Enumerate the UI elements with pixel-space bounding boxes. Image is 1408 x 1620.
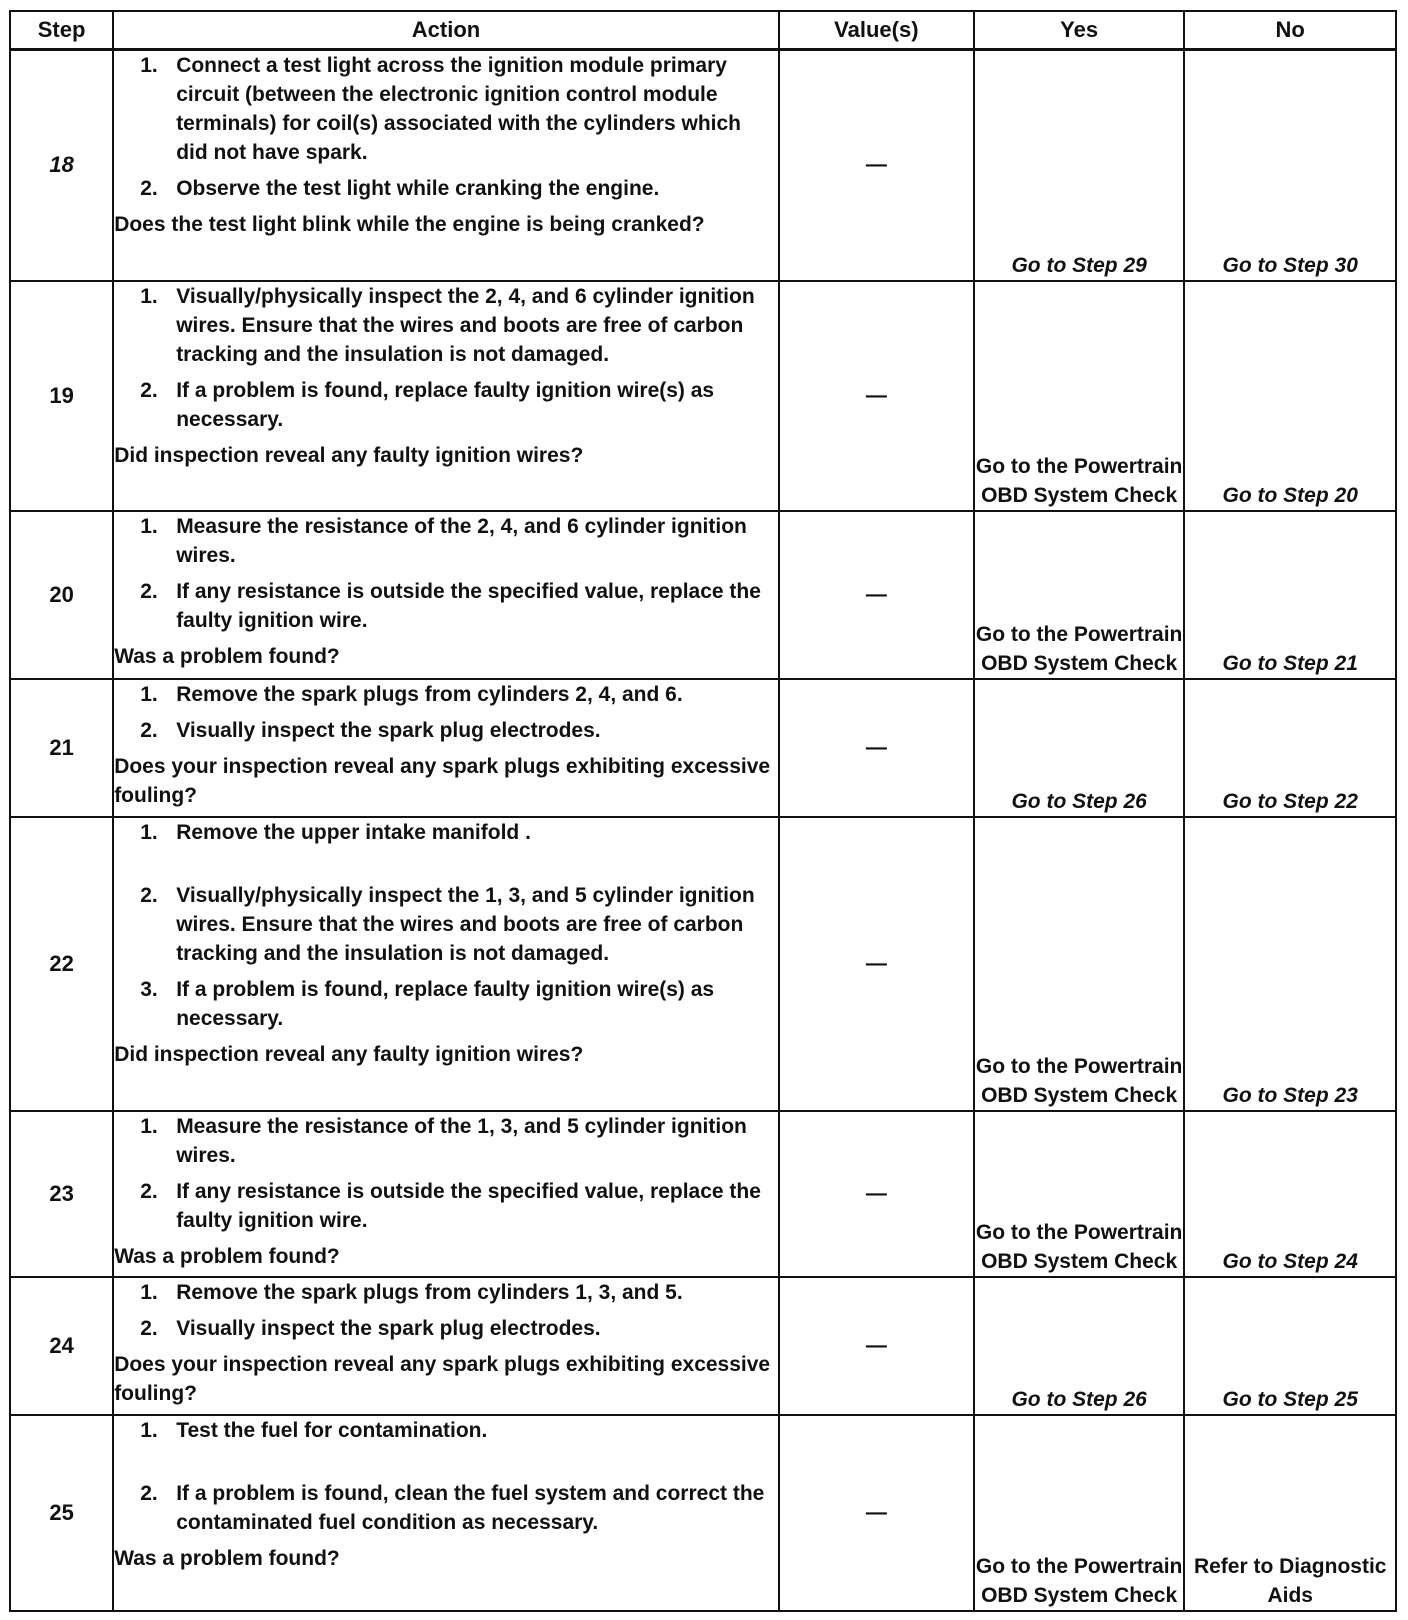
action-steps (114, 818, 778, 1033)
action-step-number: 1. (140, 820, 158, 844)
action-step (114, 51, 778, 167)
action-step-text: Observe the test light while cranking the engine. (176, 177, 660, 200)
action-step-number: 3. (140, 977, 158, 1001)
value-cell: — (779, 50, 974, 281)
yes-cell: Go to the Powertrain OBD System Check (974, 281, 1185, 511)
action-cell (113, 817, 779, 1111)
no-cell: Go to Step 25 (1184, 1277, 1396, 1415)
action-steps (114, 282, 778, 434)
table-row (10, 1277, 1396, 1415)
table-row (10, 1415, 1396, 1611)
no-cell: Go to Step 22 (1184, 679, 1396, 817)
action-question: Did inspection reveal any faulty ignition wires? (114, 1042, 584, 1066)
action-question: Does your inspection reveal any spark plugs exhibiting excessive fouling? (114, 1352, 771, 1405)
action-question: Was a problem found? (114, 1244, 340, 1268)
value-cell: — (779, 817, 974, 1111)
action-step-text: Visually/physically inspect the 1, 3, and 5 cylinder ignition wires. Ensure that the wires and boots are free of carbon tracking and the insulation is not damaged. (176, 883, 755, 965)
table-row (10, 511, 1396, 679)
action-cell (113, 1111, 779, 1277)
action-step-text: Measure the resistance of the 1, 3, and 5 cylinder ignition wires. (176, 1114, 747, 1167)
action-step (114, 716, 778, 745)
value-cell: — (779, 1111, 974, 1277)
table-row (10, 1111, 1396, 1277)
yes-cell: Go to the Powertrain OBD System Check (974, 817, 1185, 1111)
no-cell: Go to Step 20 (1184, 281, 1396, 511)
header-row (10, 11, 1396, 50)
action-step-number: 1. (140, 54, 158, 77)
action-cell (113, 50, 779, 281)
action-step (114, 1479, 778, 1537)
action-steps (114, 51, 778, 203)
action-question: Did inspection reveal any faulty ignition wires? (114, 443, 584, 467)
action-cell (113, 511, 779, 679)
action-cell (113, 1277, 779, 1415)
table-row (10, 50, 1396, 281)
action-step-text: If a problem is found, replace faulty ignition wire(s) as necessary. (176, 378, 715, 431)
step-number: 23 (10, 1111, 113, 1277)
header-action: Action (113, 11, 779, 50)
step-number: 21 (10, 679, 113, 817)
action-step-text: If a problem is found, clean the fuel system and correct the contaminated fuel condition as necessary. (176, 1481, 765, 1534)
action-step-number: 1. (140, 1114, 158, 1138)
action-step-text: Remove the spark plugs from cylinders 2, 4, and 6. (176, 682, 683, 706)
action-step (114, 1112, 778, 1170)
action-step (114, 376, 778, 434)
action-step-text: If any resistance is outside the specified value, replace the faulty ignition wire. (176, 1179, 761, 1232)
action-step-number: 1. (140, 514, 158, 538)
action-steps (114, 1278, 778, 1343)
no-cell: Go to Step 21 (1184, 511, 1396, 679)
action-step-number: 2. (140, 1481, 158, 1505)
action-question: Was a problem found? (114, 644, 340, 668)
action-cell (113, 679, 779, 817)
yes-cell: Go to Step 26 (974, 679, 1185, 817)
action-step (114, 282, 778, 369)
step-number: 19 (10, 281, 113, 511)
action-step-text: Remove the upper intake manifold . (176, 820, 531, 844)
action-step-text: Visually inspect the spark plug electrodes. (176, 718, 601, 742)
action-steps (114, 680, 778, 745)
action-step-number: 2. (140, 378, 158, 402)
action-step (114, 174, 778, 203)
yes-cell: Go to Step 29 (974, 50, 1185, 281)
action-steps (114, 512, 778, 635)
value-cell: — (779, 281, 974, 511)
table-row (10, 679, 1396, 817)
action-question: Does the test light blink while the engine is being cranked? (114, 213, 705, 236)
action-step (114, 1314, 778, 1343)
value-cell: — (779, 1277, 974, 1415)
action-step-text: Test the fuel for contamination. (176, 1418, 488, 1442)
header-values: Value(s) (779, 11, 974, 50)
action-steps (114, 1112, 778, 1235)
header-step: Step (10, 11, 113, 50)
yes-cell: Go to Step 26 (974, 1277, 1185, 1415)
action-step (114, 881, 778, 968)
action-step-number: 2. (140, 177, 158, 200)
yes-cell: Go to the Powertrain OBD System Check (974, 511, 1185, 679)
table-row (10, 281, 1396, 511)
header-no: No (1184, 11, 1396, 50)
step-number: 24 (10, 1277, 113, 1415)
action-step-number: 2. (140, 883, 158, 907)
action-step (114, 1416, 778, 1445)
action-cell (113, 281, 779, 511)
action-step-number: 2. (140, 718, 158, 742)
action-step (114, 818, 778, 847)
action-step-text: Remove the spark plugs from cylinders 1, 3, and 5. (176, 1280, 683, 1304)
value-cell: — (779, 1415, 974, 1611)
no-cell: Go to Step 23 (1184, 817, 1396, 1111)
action-question: Does your inspection reveal any spark plugs exhibiting excessive fouling? (114, 754, 771, 807)
step-number: 25 (10, 1415, 113, 1611)
action-step-text: Visually inspect the spark plug electrodes. (176, 1316, 601, 1340)
action-step (114, 1177, 778, 1235)
action-step-number: 1. (140, 284, 158, 308)
yes-cell: Go to the Powertrain OBD System Check (974, 1111, 1185, 1277)
action-step (114, 1278, 778, 1307)
action-step (114, 680, 778, 709)
table-row (10, 817, 1396, 1111)
action-step-number: 1. (140, 1418, 158, 1442)
action-step-number: 1. (140, 1280, 158, 1304)
action-step-number: 2. (140, 1179, 158, 1203)
action-steps (114, 1416, 778, 1537)
action-step-text: If a problem is found, replace faulty ignition wire(s) as necessary. (176, 977, 715, 1030)
no-cell: Refer to Diagnostic Aids (1184, 1415, 1396, 1611)
yes-cell: Go to the Powertrain OBD System Check (974, 1415, 1185, 1611)
action-step (114, 577, 778, 635)
diagnostic-table (9, 10, 1397, 1612)
step-number: 22 (10, 817, 113, 1111)
action-step-number: 2. (140, 1316, 158, 1340)
action-step-number: 1. (140, 682, 158, 706)
value-cell: — (779, 511, 974, 679)
action-step (114, 512, 778, 570)
step-number: 20 (10, 511, 113, 679)
action-step-text: Visually/physically inspect the 2, 4, and 6 cylinder ignition wires. Ensure that the wires and boots are free of carbon tracking and the insulation is not damaged. (176, 284, 755, 366)
no-cell: Go to Step 30 (1184, 50, 1396, 281)
step-number: 18 (10, 50, 113, 281)
no-cell: Go to Step 24 (1184, 1111, 1396, 1277)
value-cell: — (779, 679, 974, 817)
action-step-text: Connect a test light across the ignition module primary circuit (between the electronic ignition control module terminals) for coil(s) associated with the cylinders which did not have spark. (176, 54, 741, 164)
action-question: Was a problem found? (114, 1546, 340, 1570)
header-yes: Yes (974, 11, 1185, 50)
action-step (114, 975, 778, 1033)
action-step-text: Measure the resistance of the 2, 4, and 6 cylinder ignition wires. (176, 514, 747, 567)
action-cell (113, 1415, 779, 1611)
action-step-text: If any resistance is outside the specified value, replace the faulty ignition wire. (176, 579, 761, 632)
action-step-number: 2. (140, 579, 158, 603)
